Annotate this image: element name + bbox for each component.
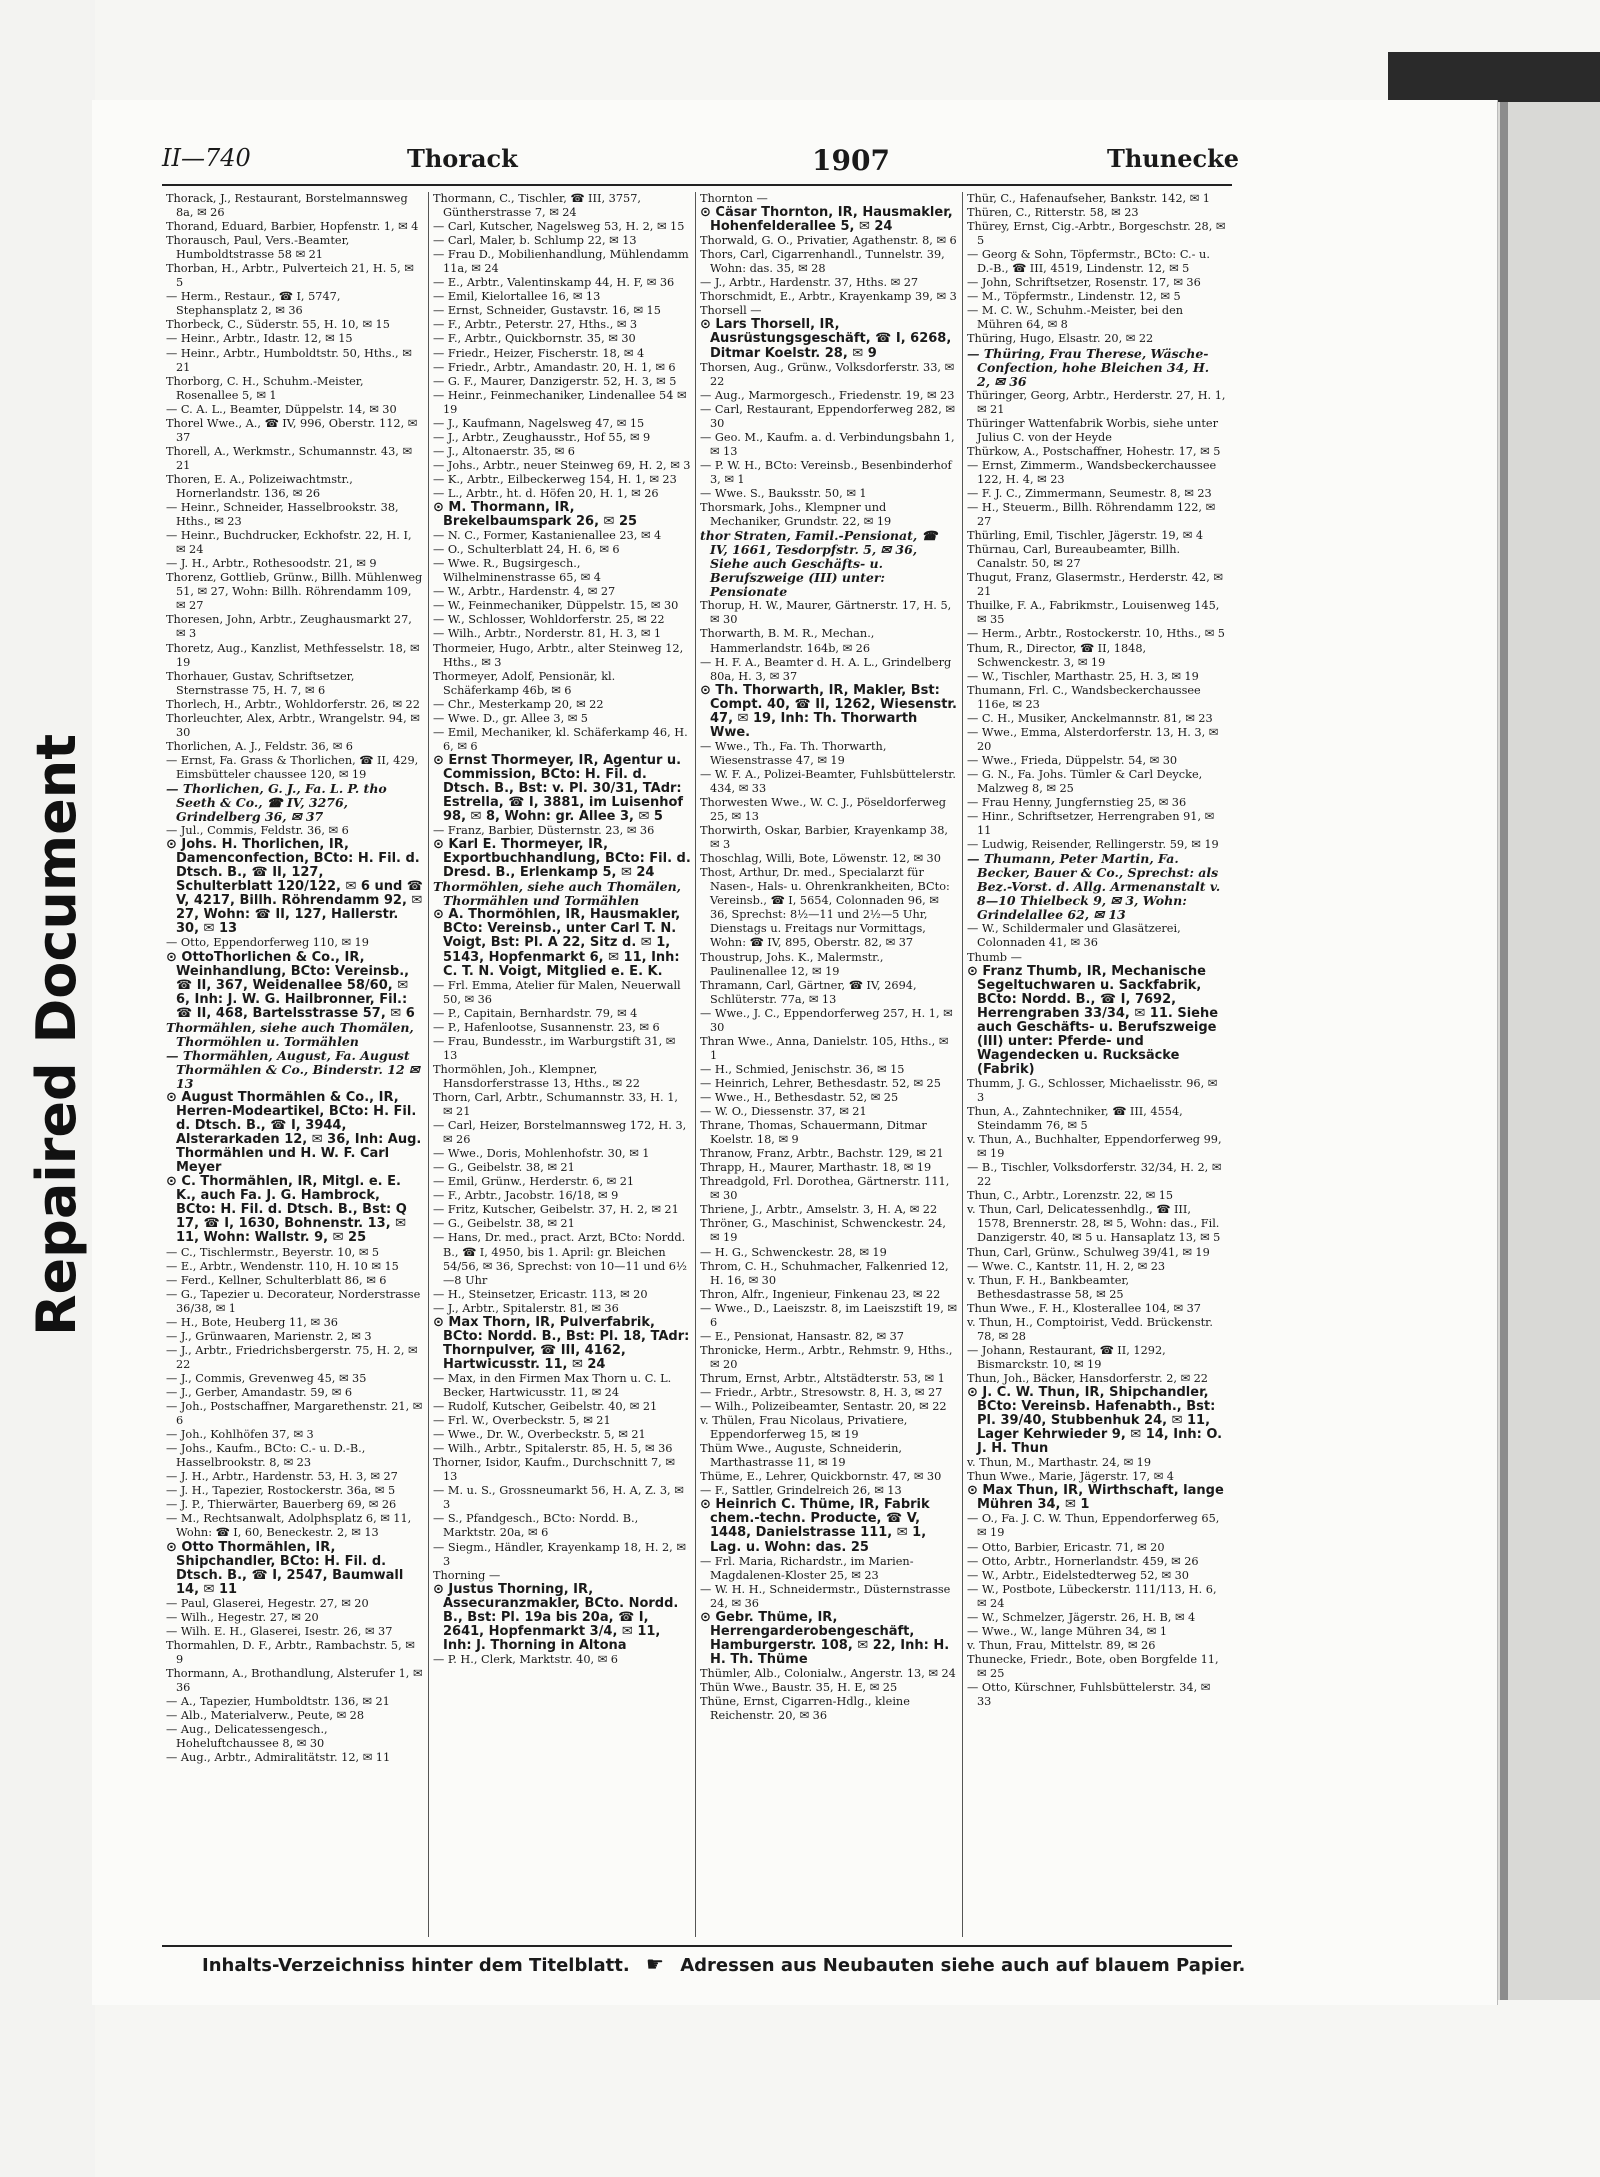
directory-entry: — Wwe., Dr. W., Overbeckstr. 5, ✉ 21 <box>433 1428 646 1442</box>
directory-entry: — Otto, Kürschner, Fuhlsbüttelerstr. 34, ✉ 33 <box>967 1680 1211 1709</box>
directory-entry: — J., Arbtr., Hardenstr. 37, Hths. ✉ 27 <box>700 276 919 290</box>
directory-entry: Thormöhlen, Joh., Klempner, Hansdorferstrasse 13, Hths., ✉ 22 <box>433 1062 640 1090</box>
directory-entry: Thorbeck, C., Süderstr. 55, H. 10, ✉ 15 <box>166 318 390 332</box>
directory-entry: Thorsmark, Johs., Klempner und Mechaniker, Grundstr. 22, ✉ 19 <box>700 501 892 529</box>
directory-entry: — J., Arbtr., Zeughausstr., Hof 55, ✉ 9 <box>433 430 651 444</box>
directory-entry: Thrum, Ernst, Arbtr., Altstädterstr. 53, ✉ 1 <box>700 1371 945 1385</box>
directory-entry: — E., Pensionat, Hansastr. 82, ✉ 37 <box>700 1329 904 1343</box>
directory-entry: — G. F., Maurer, Danzigerstr. 52, H. 3, ✉ 5 <box>433 374 677 388</box>
directory-entry: — M. u. S., Grossneumarkt 56, H. A, Z. 3, ✉ 3 <box>433 1484 684 1512</box>
directory-entry: ⊙ Th. Thorwarth, IR, Makler, Bst: Compt. 40, ☎ II, 1262, Wiesenstr. 47, ✉ 19, Inh: Th. Thorwarth Wwe. <box>700 682 957 740</box>
directory-entry: Thormählen, siehe auch Thomälen, Thormöhlen u. Tormählen <box>166 1019 414 1049</box>
directory-entry: — Wilh., Polizeibeamter, Sentastr. 20, ✉ 22 <box>700 1400 947 1414</box>
directory-entry: — K., Arbtr., Eilbeckerweg 154, H. 1, ✉ 23 <box>433 472 677 486</box>
directory-entry: — Frl. Emma, Atelier für Malen, Neuerwall 50, ✉ 36 <box>433 978 681 1006</box>
directory-entry: — F., Sattler, Grindelreich 26, ✉ 13 <box>700 1484 902 1498</box>
directory-entry: Thorlech, H., Arbtr., Wohldorferstr. 26, ✉ 22 <box>166 697 420 711</box>
directory-entry: Thriene, J., Arbtr., Amselstr. 3, H. A, ✉ 22 <box>700 1203 938 1217</box>
directory-entry: — H. F. A., Beamter d. H. A. L., Grindelberg 80a, H. 3, ✉ 37 <box>700 655 952 683</box>
directory-entry: Thormahlen, D. F., Arbtr., Rambachstr. 5, ✉ 9 <box>166 1638 415 1666</box>
directory-entry: Thoretz, Aug., Kanzlist, Methfesselstr. 18, ✉ 19 <box>166 641 420 669</box>
directory-entry: — J., Gerber, Amandastr. 59, ✉ 6 <box>166 1385 353 1399</box>
directory-entry: — Thorlichen, G. J., Fa. L. P. tho Seeth & Co., ☎ IV, 3276, Grindelberg 36, ✉ 37 <box>166 780 387 825</box>
directory-entry: — W., Schmelzer, Jägerstr. 26, H. B, ✉ 4 <box>967 1610 1196 1624</box>
directory-entry: — F., Arbtr., Jacobstr. 16/18, ✉ 9 <box>433 1189 619 1203</box>
directory-entry: — E., Arbtr., Wendenstr. 110, H. 10 ✉ 15 <box>166 1259 399 1273</box>
directory-entry: — Ernst, Schneider, Gustavstr. 16, ✉ 15 <box>433 304 661 318</box>
page-number: II—740 <box>162 144 251 172</box>
directory-entry: Thun, Joh., Bäcker, Hansdorferstr. 2, ✉ 22 <box>967 1371 1208 1385</box>
directory-entry: — Heinr., Buchdrucker, Eckhofstr. 22, H. I, ✉ 24 <box>166 529 412 557</box>
directory-entry: — J. H., Arbtr., Rothesoodstr. 21, ✉ 9 <box>166 557 377 571</box>
directory-entry: — W. H. H., Schneidermstr., Düsternstrasse 24, ✉ 36 <box>700 1582 951 1610</box>
header-left-keyword: Thorack <box>407 144 518 173</box>
directory-entry: — P. H., Clerk, Marktstr. 40, ✉ 6 <box>433 1652 618 1666</box>
page-gutter-shadow <box>1500 100 1508 2000</box>
directory-entry: — Ferd., Kellner, Schulterblatt 86, ✉ 6 <box>166 1273 387 1287</box>
directory-entry: — G. N., Fa. Johs. Tümler & Carl Deycke, Malzweg 8, ✉ 25 <box>967 767 1203 795</box>
directory-entry: — Hinr., Schriftsetzer, Herrengraben 91, ✉ 11 <box>967 810 1215 838</box>
directory-entry: Thumb — <box>967 950 1022 964</box>
directory-entry: — Wwe. S., Bauksstr. 50, ✉ 1 <box>700 486 867 500</box>
header-year: 1907 <box>812 144 890 177</box>
directory-entry: ⊙ Gebr. Thüme, IR, Herrengarderobengeschäft, Hamburgerstr. 108, ✉ 22, Inh: H. H. Th. Thüme <box>700 1609 950 1667</box>
directory-entry: Thorner, Isidor, Kaufm., Durchschnitt 7, ✉ 13 <box>433 1456 675 1484</box>
directory-columns <box>162 192 1232 1937</box>
directory-entry: Thun, A., Zahntechniker, ☎ III, 4554, Steindamm 76, ✉ 5 <box>967 1105 1183 1133</box>
directory-entry: Thürling, Emil, Tischler, Jägerstr. 19, ✉ 4 <box>967 529 1204 543</box>
directory-entry: — O., Fa. J. C. W. Thun, Eppendorferweg 65, ✉ 19 <box>967 1512 1220 1540</box>
directory-entry: — Rudolf, Kutscher, Geibelstr. 40, ✉ 21 <box>433 1400 658 1414</box>
directory-entry: — J. H., Arbtr., Hardenstr. 53, H. 3, ✉ 27 <box>166 1470 398 1484</box>
directory-entry: — G., Tapezier u. Decorateur, Norderstrasse 36/38, ✉ 1 <box>166 1287 421 1315</box>
directory-entry: — Wilh., Arbtr., Spitalerstr. 85, H. 5, ✉ 36 <box>433 1442 673 1456</box>
directory-entry: Thüringer Wattenfabrik Worbis, siehe unter Julius C. von der Heyde <box>967 416 1218 444</box>
directory-entry: v. Thun, Carl, Delicatessenhdlg., ☎ III, 1578, Brennerstr. 28, ✉ 5, Wohn: das., Fil. Danzigerstr. 40, ✉ 5 u. Hansaplatz 13, ✉ 5 <box>967 1203 1221 1245</box>
directory-entry: — F., Arbtr., Peterstr. 27, Hths., ✉ 3 <box>433 318 638 332</box>
directory-entry: — Wilh., Arbtr., Norderstr. 81, H. 3, ✉ 1 <box>433 627 662 641</box>
directory-entry: Thürkow, A., Postschaffner, Hohestr. 17, ✉ 5 <box>967 444 1221 458</box>
footer-index-note: Inhalts-Verzeichniss hinter dem Titelblatt. <box>202 1955 630 1976</box>
directory-entry: — Franz, Barbier, Düsternstr. 23, ✉ 36 <box>433 824 655 838</box>
directory-entry: — Heinrich, Lehrer, Bethesdastr. 52, ✉ 25 <box>700 1076 941 1090</box>
directory-entry: Thormeier, Hugo, Arbtr., alter Steinweg 12, Hths., ✉ 3 <box>433 641 684 669</box>
directory-entry: ⊙ Johs. H. Thorlichen, IR, Damenconfection, BCto: H. Fil. d. Dtsch. B., ☎ II, 127, Schulterblatt 120/122, ✉ 6 und ☎ V, 4217, Billh. Röhrendamm 92, ✉ 27, Wohn: ☎ II, 127, Hallerstr. 30, ✉ 13 <box>166 837 423 937</box>
directory-entry: ⊙ Max Thorn, IR, Pulverfabrik, BCto: Nordd. B., Bst: Pl. 18, TAdr: Thornpulver, ☎ III, 4162, Hartwicusstr. 11, ✉ 24 <box>433 1314 690 1372</box>
directory-entry: v. Thun, M., Marthastr. 24, ✉ 19 <box>967 1456 1152 1470</box>
directory-entry: v. Thülen, Frau Nicolaus, Privatiere, Eppendorferweg 15, ✉ 19 <box>700 1414 908 1442</box>
directory-entry: — H., Bote, Heuberg 11, ✉ 36 <box>166 1315 338 1329</box>
directory-entry: — Max, in den Firmen Max Thorn u. C. L. Becker, Hartwicusstr. 11, ✉ 24 <box>433 1371 672 1399</box>
header-rule <box>162 184 1232 186</box>
directory-entry: — L., Arbtr., ht. d. Höfen 20, H. 1, ✉ 26 <box>433 486 659 500</box>
directory-entry: — Thüring, Frau Therese, Wäsche-Confection, hohe Bleichen 34, H. 2, ✉ 36 <box>967 345 1210 389</box>
directory-entry: — Friedr., Arbtr., Amandastr. 20, H. 1, ✉ 6 <box>433 360 676 374</box>
directory-entry: — Ludwig, Reisender, Rellingerstr. 59, ✉ 19 <box>967 838 1219 852</box>
directory-entry: — Carl, Heizer, Borstelmannsweg 172, H. 3, ✉ 26 <box>433 1119 687 1147</box>
directory-entry: Thümler, Alb., Colonialw., Angerstr. 13, ✉ 24 <box>700 1666 956 1680</box>
directory-entry: ⊙ Otto Thormählen, IR, Shipchandler, BCto: H. Fil. d. Dtsch. B., ☎ I, 2547, Baumwall 14, ✉ 11 <box>166 1539 404 1597</box>
directory-entry: — M., Töpfermstr., Lindenstr. 12, ✉ 5 <box>967 290 1181 304</box>
directory-entry: Thorwald, G. O., Privatier, Agathenstr. 8, ✉ 6 <box>700 234 957 248</box>
directory-entry: — Wwe. C., Kantstr. 11, H. 2, ✉ 23 <box>967 1259 1166 1273</box>
directory-entry: Thron, Alfr., Ingenieur, Finkenau 23, ✉ 22 <box>700 1287 941 1301</box>
directory-entry: v. Thun, A., Buchhalter, Eppendorferweg 99, ✉ 19 <box>967 1133 1222 1161</box>
directory-entry: — Friedr., Heizer, Fischerstr. 18, ✉ 4 <box>433 346 645 360</box>
directory-entry: — P., Capitain, Bernhardstr. 79, ✉ 4 <box>433 1006 638 1020</box>
directory-entry: — Emil, Kielortallee 16, ✉ 13 <box>433 290 601 304</box>
directory-entry: Thüringer, Georg, Arbtr., Herderstr. 27, H. 1, ✉ 21 <box>967 388 1226 416</box>
directory-entry: — P. W. H., BCto: Vereinsb., Besenbinderhof 3, ✉ 1 <box>700 458 952 486</box>
directory-entry: Thorup, H. W., Maurer, Gärtnerstr. 17, H. 5, ✉ 30 <box>700 599 952 627</box>
directory-entry: — J., Grünwaaren, Marienstr. 2, ✉ 3 <box>166 1329 372 1343</box>
directory-entry: — J., Arbtr., Spitalerstr. 81, ✉ 36 <box>433 1301 619 1315</box>
directory-entry: Thorell, A., Werkmstr., Schumannstr. 43, ✉ 21 <box>166 444 412 472</box>
directory-entry: thor Straten, Famil.-Pensionat, ☎ IV, 1661, Tesdorpfstr. 5, ✉ 36, Siehe auch Geschäfts- u. Berufszweige (III) unter: Pensionate <box>700 528 938 600</box>
directory-entry: Thürnau, Carl, Bureaubeamter, Billh. Canalstr. 50, ✉ 27 <box>967 543 1181 571</box>
directory-entry: — Hans, Dr. med., pract. Arzt, BCto: Nordd. B., ☎ I, 4950, bis 1. April: gr. Bleichen 54/56, ✉ 36, Sprechst: von 10—11 und 6½—8 Uhr <box>433 1231 687 1287</box>
directory-entry: — W. F. A., Polizei-Beamter, Fuhlsbüttelerstr. 434, ✉ 33 <box>700 767 956 795</box>
directory-entry: — Chr., Mesterkamp 20, ✉ 22 <box>433 697 604 711</box>
header-right-keyword: Thunecke <box>1107 144 1239 173</box>
directory-entry: — Alb., Materialverw., Peute, ✉ 28 <box>166 1709 365 1723</box>
footer-rule <box>162 1945 1232 1947</box>
directory-entry: Thun Wwe., F. H., Klosterallee 104, ✉ 37 <box>967 1301 1201 1315</box>
directory-entry: v. Thun, F. H., Bankbeamter, Bethesdastrasse 58, ✉ 25 <box>967 1273 1130 1301</box>
directory-entry: — H., Steuerm., Billh. Röhrendamm 122, ✉ 27 <box>967 501 1216 529</box>
directory-entry: — Otto, Barbier, Ericastr. 71, ✉ 20 <box>967 1540 1165 1554</box>
directory-entry: — W., Tischler, Marthastr. 25, H. 3, ✉ 19 <box>967 669 1199 683</box>
directory-entry: — Jul., Commis, Feldstr. 36, ✉ 6 <box>166 824 349 838</box>
directory-entry: Thorsen, Aug., Grünw., Volksdorferstr. 33, ✉ 22 <box>700 360 955 388</box>
directory-entry: — Thumann, Peter Martin, Fa. Becker, Bauer & Co., Sprechst: als Bez.-Vorst. d. Allg. Armenanstalt v. 8—10 Thielbeck 9, ✉ 3, Wohn: Grindelallee 62, ✉ 13 <box>967 851 1221 923</box>
directory-entry: — Ernst, Fa. Grass & Thorlichen, ☎ II, 429, Eimsbütteler chaussee 120, ✉ 19 <box>166 753 419 781</box>
directory-entry: — F. J. C., Zimmermann, Seumestr. 8, ✉ 23 <box>967 486 1212 500</box>
directory-entry: — C. H., Musiker, Anckelmannstr. 81, ✉ 23 <box>967 711 1213 725</box>
directory-entry: — Wwe., J. C., Eppendorferweg 257, H. 1, ✉ 30 <box>700 1006 953 1034</box>
directory-entry: — F., Arbtr., Quickbornstr. 35, ✉ 30 <box>433 332 636 346</box>
directory-entry: v. Thun, Frau, Mittelstr. 89, ✉ 26 <box>967 1638 1156 1652</box>
directory-entry: — Frau, Bundesstr., im Warburgstift 31, ✉ 13 <box>433 1034 676 1062</box>
directory-entry: — Heinr., Arbtr., Idastr. 12, ✉ 15 <box>166 332 353 346</box>
directory-entry: ⊙ Franz Thumb, IR, Mechanische Segeltuchwaren u. Sackfabrik, BCto: Nordd. B., ☎ I, 7692, Herrengraben 33/34, ✉ 11. Siehe auch Geschäfts- u. Berufszweige (III) unter: Pferde- und Wagendecken u. Rucksäcke (Fabrik) <box>967 963 1219 1077</box>
directory-entry: — O., Schulterblatt 24, H. 6, ✉ 6 <box>433 543 620 557</box>
directory-entry: Thormann, C., Tischler, ☎ III, 3757, Güntherstrasse 7, ✉ 24 <box>433 192 641 220</box>
directory-entry: — J., Kaufmann, Nagelsweg 47, ✉ 15 <box>433 416 645 430</box>
directory-entry: — Joh., Postschaffner, Margarethenstr. 21, ✉ 6 <box>166 1400 423 1428</box>
directory-entry: Thumann, Frl. C., Wandsbeckerchaussee 116e, ✉ 23 <box>967 683 1201 711</box>
directory-entry: — Wwe. D., gr. Allee 3, ✉ 5 <box>433 711 588 725</box>
directory-entry: Thunecke, Friedr., Bote, oben Borgfelde 11, ✉ 25 <box>967 1652 1219 1680</box>
directory-entry: Thüme, E., Lehrer, Quickbornstr. 47, ✉ 30 <box>700 1470 942 1484</box>
directory-entry: — H. G., Schwenckestr. 28, ✉ 19 <box>700 1245 887 1259</box>
directory-entry: Thröner, G., Maschinist, Schwenckestr. 24, ✉ 19 <box>700 1217 946 1245</box>
directory-entry: — Heinr., Schneider, Hasselbrookstr. 38, Hths., ✉ 23 <box>166 501 399 529</box>
directory-entry: Thrapp, H., Maurer, Marthastr. 18, ✉ 19 <box>700 1161 932 1175</box>
directory-entry: — W., Schildermaler und Glasätzerei, Colonnaden 41, ✉ 36 <box>967 922 1181 950</box>
directory-entry: Thugut, Franz, Glasermstr., Herderstr. 42, ✉ 21 <box>967 571 1223 599</box>
directory-entry: Thronicke, Herm., Arbtr., Rehmstr. 9, Hths., ✉ 20 <box>700 1343 953 1371</box>
directory-entry: Thost, Arthur, Dr. med., Specialarzt für Nasen-, Hals- u. Ohrenkrankheiten, BCto: Vereinsb., ☎ I, 5654, Colonnaden 96, ✉ 36, Sprechst: 8½—11 und 2½—5 Uhr, Dienstags u. Freitags nur Vormittags, Wohn: ☎ IV, 895, Oberstr. 82, ✉ 37 <box>700 866 950 950</box>
directory-entry: Thorlichen, A. J., Feldstr. 36, ✉ 6 <box>166 739 353 753</box>
directory-entry: Thorenz, Gottlieb, Grünw., Billh. Mühlenweg 51, ✉ 27, Wohn: Billh. Röhrendamm 109, ✉ 27 <box>166 571 423 613</box>
directory-entry: — W., Arbtr., Hardenstr. 4, ✉ 27 <box>433 585 616 599</box>
directory-entry: — W., Feinmechaniker, Düppelstr. 15, ✉ 30 <box>433 599 679 613</box>
directory-entry: — Friedr., Arbtr., Stresowstr. 8, H. 3, ✉ 27 <box>700 1385 943 1399</box>
directory-entry: Thüring, Hugo, Elsastr. 20, ✉ 22 <box>967 332 1154 346</box>
directory-entry: — J., Arbtr., Friedrichsbergerstr. 75, H. 2, ✉ 22 <box>166 1343 418 1371</box>
directory-entry: — Johann, Restaurant, ☎ II, 1292, Bismarckstr. 10, ✉ 19 <box>967 1343 1166 1371</box>
directory-entry: — W., Arbtr., Eidelstedterweg 52, ✉ 30 <box>967 1568 1189 1582</box>
directory-entry: — H., Steinsetzer, Ericastr. 113, ✉ 20 <box>433 1287 648 1301</box>
directory-entry: Thumm, J. G., Schlosser, Michaelisstr. 96, ✉ 3 <box>967 1076 1218 1104</box>
directory-entry: ⊙ OttoThorlichen & Co., IR, Weinhandlung, BCto: Vereinsb., ☎ II, 367, Weidenallee 58/60, ✉ 6, Inh: J. W. G. Hailbronner, Fil.: ☎ II, 468, Bartelsstrasse 57, ✉ 6 <box>166 949 415 1021</box>
footer-new-buildings-note: Adressen aus Neubauten siehe auch auf blauem Papier. <box>680 1955 1246 1976</box>
directory-entry: — Fritz, Kutscher, Geibelstr. 37, H. 2, ✉ 21 <box>433 1203 679 1217</box>
directory-entry: ⊙ Lars Thorsell, IR, Ausrüstungsgeschäft, ☎ I, 6268, Ditmar Koelstr. 28, ✉ 9 <box>700 317 952 361</box>
directory-entry: Thun, C., Arbtr., Lorenzstr. 22, ✉ 15 <box>967 1189 1174 1203</box>
directory-entry: Thors, Carl, Cigarrenhandl., Tunnelstr. 39, Wohn: das. 35, ✉ 28 <box>700 248 945 276</box>
directory-entry: ⊙ A. Thormöhlen, IR, Hausmakler, BCto: Vereinsb., unter Carl T. N. Voigt, Bst: Pl. A 22, Sitz d. ✉ 1, 5143, Hopfenmarkt 6, ✉ 11, Inh: C. T. N. Voigt, Mitglied e. E. K. <box>433 907 681 979</box>
directory-page <box>92 100 1498 2005</box>
column-2 <box>429 192 696 1937</box>
directory-entry: — Wwe. R., Bugsirgesch., Wilhelminenstrasse 65, ✉ 4 <box>433 557 601 585</box>
directory-entry: Thorausch, Paul, Vers.-Beamter, Humboldtstrasse 58 ✉ 21 <box>166 234 350 262</box>
directory-entry: Thorsell — <box>700 304 762 318</box>
directory-entry: Throm, C. H., Schuhmacher, Falkenried 12, H. 16, ✉ 30 <box>700 1259 949 1287</box>
directory-entry: — Heinr., Feinmechaniker, Lindenallee 54 ✉ 19 <box>433 388 687 416</box>
directory-entry: ⊙ M. Thormann, IR, Brekelbaumspark 26, ✉ 25 <box>433 500 638 530</box>
directory-entry: Thorschmidt, E., Arbtr., Krayenkamp 39, ✉ 3 <box>700 290 957 304</box>
directory-entry: — A., Tapezier, Humboldtstr. 136, ✉ 21 <box>166 1695 390 1709</box>
directory-entry: Thornton — <box>700 192 768 205</box>
directory-entry: Thun, Carl, Grünw., Schulweg 39/41, ✉ 19 <box>967 1245 1210 1259</box>
directory-entry: ⊙ Cäsar Thornton, IR, Hausmakler, Hohenfelderallee 5, ✉ 24 <box>700 205 953 235</box>
directory-entry: — Otto, Eppendorferweg 110, ✉ 19 <box>166 936 369 950</box>
directory-entry: — Geo. M., Kaufm. a. d. Verbindungsbahn 1, ✉ 13 <box>700 430 955 458</box>
directory-entry: ⊙ August Thormählen & Co., IR, Herren-Modeartikel, BCto: H. Fil. d. Dtsch. B., ☎ I, 3944, Alsterarkaden 12, ✉ 36, Inh: Aug. Thormählen und H. W. F. Carl Meyer <box>166 1090 422 1176</box>
directory-entry: — J., Commis, Grevenweg 45, ✉ 35 <box>166 1371 367 1385</box>
directory-entry: — Joh., Kohlhöfen 37, ✉ 3 <box>166 1428 314 1442</box>
directory-entry: — Aug., Arbtr., Admiralitätstr. 12, ✉ 11 <box>166 1751 391 1765</box>
directory-entry: Thuilke, F. A., Fabrikmstr., Louisenweg 145, ✉ 35 <box>967 599 1220 627</box>
directory-entry: Thormöhlen, siehe auch Thomälen, Thormählen und Tormählen <box>433 879 682 909</box>
directory-entry: — W. O., Diessenstr. 37, ✉ 21 <box>700 1105 867 1119</box>
directory-entry: Thorand, Eduard, Barbier, Hopfenstr. 1, ✉ 4 <box>166 220 419 234</box>
directory-entry: Thum, R., Director, ☎ II, 1848, Schwenckestr. 3, ✉ 19 <box>967 641 1147 669</box>
directory-entry: — Johs., Kaufm., BCto: C.- u. D.-B., Hasselbrookstr. 8, ✉ 23 <box>166 1442 366 1470</box>
directory-entry: Thorning — <box>433 1568 501 1582</box>
directory-entry: — Wwe., Emma, Alsterdorferstr. 13, H. 3, ✉ 20 <box>967 725 1219 753</box>
directory-entry: — W., Schlosser, Wohldorferstr. 25, ✉ 22 <box>433 613 665 627</box>
directory-entry: Thürey, Ernst, Cig.-Arbtr., Borgeschstr. 28, ✉ 5 <box>967 220 1226 248</box>
directory-entry: Thüren, C., Ritterstr. 58, ✉ 23 <box>967 206 1139 220</box>
directory-entry: Thorban, H., Arbtr., Pulverteich 21, H. 5, ✉ 5 <box>166 262 414 290</box>
page-header <box>162 144 1239 180</box>
directory-entry: — Emil, Grünw., Herderstr. 6, ✉ 21 <box>433 1175 635 1189</box>
directory-entry: — C. A. L., Beamter, Düppelstr. 14, ✉ 30 <box>166 402 397 416</box>
directory-entry: Thorhauer, Gustav, Schriftsetzer, Sternstrasse 75, H. 7, ✉ 6 <box>166 669 355 697</box>
directory-entry: — John, Schriftsetzer, Rosenstr. 17, ✉ 36 <box>967 276 1201 290</box>
directory-entry: — J., Altonaerstr. 35, ✉ 6 <box>433 444 575 458</box>
directory-entry: — Frau Henny, Jungfernstieg 25, ✉ 36 <box>967 796 1187 810</box>
directory-entry: — Heinr., Arbtr., Humboldtstr. 50, Hths., ✉ 21 <box>166 346 412 374</box>
directory-entry: — Wwe., W., lange Mühren 34, ✉ 1 <box>967 1624 1168 1638</box>
directory-entry: — Frl. W., Overbeckstr. 5, ✉ 21 <box>433 1414 611 1428</box>
directory-entry: Thranow, Franz, Arbtr., Bachstr. 129, ✉ 21 <box>700 1147 944 1161</box>
directory-entry: Thüm Wwe., Auguste, Schneiderin, Marthastrasse 11, ✉ 19 <box>700 1442 902 1470</box>
side-label: Repaired Document <box>25 733 88 1337</box>
column-3 <box>696 192 963 1937</box>
pointing-hand-icon: ☛ <box>646 1952 664 1976</box>
directory-entry: ⊙ J. C. W. Thun, IR, Shipchandler, BCto: Vereinsb. Hafenabth., Bst: Pl. 39/40, Stubbenhuk 24, ✉ 11, Lager Kehrwieder 9, ✉ 14, Inh: O. J. H. Thun <box>967 1384 1223 1457</box>
directory-entry: Thormeyer, Adolf, Pensionär, kl. Schäferkamp 46b, ✉ 6 <box>433 669 616 697</box>
directory-entry: — Wwe., Th., Fa. Th. Thorwarth, Wiesenstrasse 47, ✉ 19 <box>700 739 887 767</box>
directory-entry: — Siegm., Händler, Krayenkamp 18, H. 2, ✉ 3 <box>433 1540 686 1568</box>
directory-entry: Thormann, A., Brothandlung, Alsterufer 1, ✉ 36 <box>166 1666 423 1694</box>
directory-entry: Thoren, E. A., Polizeiwachtmstr., Hornerlandstr. 136, ✉ 26 <box>166 472 353 500</box>
directory-entry: Thorack, J., Restaurant, Borstelmannsweg 8a, ✉ 26 <box>166 192 408 220</box>
directory-entry: — G., Geibelstr. 38, ✉ 21 <box>433 1161 575 1175</box>
directory-entry: — M., Rechtsanwalt, Adolphsplatz 6, ✉ 11, Wohn: ☎ I, 60, Beneckestr. 2, ✉ 13 <box>166 1512 412 1540</box>
directory-entry: Thün Wwe., Baustr. 35, H. E, ✉ 25 <box>700 1680 898 1694</box>
directory-entry: ⊙ Justus Thorning, IR, Assecuranzmakler, BCto. Nordd. B., Bst: Pl. 19a bis 20a, ☎ I, 2641, Hopfenmarkt 3/4, ✉ 11, Inh: J. Thorning in Altona <box>433 1581 679 1653</box>
directory-entry: Thorleuchter, Alex, Arbtr., Wrangelstr. 94, ✉ 30 <box>166 711 420 739</box>
directory-entry: — Herm., Restaur., ☎ I, 5747, Stephansplatz 2, ✉ 36 <box>166 290 341 318</box>
directory-entry: Thorwarth, B. M. R., Mechan., Hammerlandstr. 164b, ✉ 26 <box>700 627 875 655</box>
directory-entry: — Carl, Restaurant, Eppendorferweg 282, ✉ 30 <box>700 402 955 430</box>
directory-entry: — W., Postbote, Lübeckerstr. 111/113, H. 6, ✉ 24 <box>967 1582 1217 1610</box>
directory-entry: — Aug., Marmorgesch., Friedenstr. 19, ✉ 23 <box>700 388 955 402</box>
directory-entry: — Ernst, Zimmerm., Wandsbeckerchaussee 122, H. 4, ✉ 23 <box>967 458 1217 486</box>
directory-entry: Thorwesten Wwe., W. C. J., Pöseldorferweg 25, ✉ 13 <box>700 796 946 824</box>
directory-entry: — Frl. Maria, Richardstr., im Marien-Magdalenen-Kloster 25, ✉ 23 <box>700 1554 914 1582</box>
directory-entry: — M. C. W., Schuhm.-Meister, bei den Mühren 64, ✉ 8 <box>967 304 1184 332</box>
directory-entry: — S., Pfandgesch., BCto: Nordd. B., Marktstr. 20a, ✉ 6 <box>433 1512 639 1540</box>
directory-entry: — Wwe., Frieda, Düppelstr. 54, ✉ 30 <box>967 753 1178 767</box>
directory-entry: ⊙ Karl E. Thormeyer, IR, Exportbuchhandlung, BCto: Fil. d. Dresd. B., Erlenkamp 5, ✉ 24 <box>433 837 691 881</box>
directory-entry: — Georg & Sohn, Töpfermstr., BCto: C.- u. D.-B., ☎ III, 4519, Lindenstr. 12, ✉ 5 <box>967 248 1210 276</box>
directory-entry: — H., Schmied, Jenischstr. 36, ✉ 15 <box>700 1062 905 1076</box>
directory-entry: Thran Wwe., Anna, Danielstr. 105, Hths., ✉ 1 <box>700 1034 949 1062</box>
directory-entry: — Emil, Mechaniker, kl. Schäferkamp 46, H. 6, ✉ 6 <box>433 725 688 753</box>
directory-entry: — Wilh. E. H., Glaserei, Isestr. 26, ✉ 37 <box>166 1624 393 1638</box>
directory-entry: — Wwe., H., Bethesdastr. 52, ✉ 25 <box>700 1091 899 1104</box>
directory-entry: Thorel Wwe., A., ☎ IV, 996, Oberstr. 112, ✉ 37 <box>166 416 418 444</box>
directory-entry: Thorn, Carl, Arbtr., Schumannstr. 33, H. 1, ✉ 21 <box>433 1091 678 1119</box>
directory-entry: — C., Tischlermstr., Beyerstr. 10, ✉ 5 <box>166 1245 380 1259</box>
directory-entry: — Paul, Glaserei, Hegestr. 27, ✉ 20 <box>166 1596 369 1610</box>
directory-entry: Thoschlag, Willi, Bote, Löwenstr. 12, ✉ 30 <box>700 852 941 866</box>
directory-entry: Thun Wwe., Marie, Jägerstr. 17, ✉ 4 <box>967 1470 1174 1484</box>
scan-dark-strip <box>1388 52 1600 102</box>
directory-entry: — Carl, Maler, b. Schlump 22, ✉ 13 <box>433 234 637 248</box>
directory-entry: Thrane, Thomas, Schauermann, Ditmar Koelstr. 18, ✉ 9 <box>700 1119 927 1147</box>
directory-entry: Thoustrup, Johs. K., Malermstr., Paulinenallee 12, ✉ 19 <box>700 950 884 978</box>
directory-entry: Thüne, Ernst, Cigarren-Hdlg., kleine Reichenstr. 20, ✉ 36 <box>700 1695 910 1723</box>
directory-entry: — Wwe., Doris, Mohlenhofstr. 30, ✉ 1 <box>433 1147 650 1161</box>
directory-entry: Threadgold, Frl. Dorothea, Gärtnerstr. 111, ✉ 30 <box>700 1175 950 1203</box>
directory-entry: Thür, C., Hafenaufseher, Bankstr. 142, ✉ 1 <box>967 192 1210 205</box>
directory-entry: v. Thun, H., Comptoirist, Vedd. Brückenstr. 78, ✉ 28 <box>967 1315 1213 1343</box>
directory-entry: — Thormählen, August, Fa. August Thormählen & Co., Binderstr. 12 ✉ 13 <box>166 1047 420 1091</box>
directory-entry: — Aug., Delicatessengesch., Hoheluftchaussee 8, ✉ 30 <box>166 1723 328 1751</box>
column-4 <box>963 192 1230 1937</box>
directory-entry: — Wilh., Hegestr. 27, ✉ 20 <box>166 1610 319 1624</box>
directory-entry: — J. P., Thierwärter, Bauerberg 69, ✉ 26 <box>166 1498 397 1512</box>
directory-entry: — B., Tischler, Volksdorferstr. 32/34, H. 2, ✉ 22 <box>967 1161 1222 1189</box>
directory-entry: Thramann, Carl, Gärtner, ☎ IV, 2694, Schlüterstr. 77a, ✉ 13 <box>700 978 917 1006</box>
directory-entry: — J. H., Tapezier, Rostockerstr. 36a, ✉ 5 <box>166 1484 396 1498</box>
directory-entry: ⊙ Max Thun, IR, Wirthschaft, lange Mühren 34, ✉ 1 <box>967 1483 1224 1513</box>
directory-entry: — Otto, Arbtr., Hornerlandstr. 459, ✉ 26 <box>967 1554 1199 1568</box>
column-1 <box>162 192 429 1937</box>
directory-entry: ⊙ Ernst Thormeyer, IR, Agentur u. Commission, BCto: H. Fil. d. Dtsch. B., Bst: v. Pl. 30/31, TAdr: Estrella, ☎ I, 3881, im Luisenhof 98, ✉ 8, Wohn: gr. Allee 3, ✉ 5 <box>433 752 684 825</box>
directory-entry: ⊙ Heinrich C. Thüme, IR, Fabrik chem.-techn. Producte, ☎ V, 1448, Danielstrasse 111, ✉ 1, Lag. u. Wohn: das. 25 <box>700 1497 930 1555</box>
page-footer <box>202 1952 1246 1982</box>
directory-entry: — P., Hafenlootse, Susannenstr. 23, ✉ 6 <box>433 1020 660 1034</box>
directory-entry: — Wwe., D., Laeiszstr. 8, im Laeiszstift 19, ✉ 6 <box>700 1301 957 1329</box>
directory-entry: Thorborg, C. H., Schuhm.-Meister, Rosenallee 5, ✉ 1 <box>166 374 364 402</box>
directory-entry: — Carl, Kutscher, Nagelsweg 53, H. 2, ✉ 15 <box>433 220 685 234</box>
directory-entry: — E., Arbtr., Valentinskamp 44, H. F, ✉ 36 <box>433 276 675 290</box>
directory-entry: — Johs., Arbtr., neuer Steinweg 69, H. 2, ✉ 3 <box>433 458 691 472</box>
directory-entry: — Herm., Arbtr., Rostockerstr. 10, Hths., ✉ 5 <box>967 627 1225 641</box>
directory-entry: Thoresen, John, Arbtr., Zeughausmarkt 27, ✉ 3 <box>166 613 412 641</box>
directory-entry: — Frau D., Mobilienhandlung, Mühlendamm 11a, ✉ 24 <box>433 248 689 276</box>
directory-entry: ⊙ C. Thormählen, IR, Mitgl. e. E. K., auch Fa. J. G. Hambrock, BCto: H. Fil. d. Dtsch. B., Bst: Q 17, ☎ I, 1630, Bohnenstr. 13, ✉ 11, Wohn: Wallstr. 9, ✉ 25 <box>166 1174 407 1246</box>
directory-entry: — N. C., Former, Kastanienallee 23, ✉ 4 <box>433 529 662 543</box>
directory-entry: Thorwirth, Oskar, Barbier, Krayenkamp 38, ✉ 3 <box>700 824 948 852</box>
directory-entry: — G., Geibelstr. 38, ✉ 21 <box>433 1217 575 1231</box>
